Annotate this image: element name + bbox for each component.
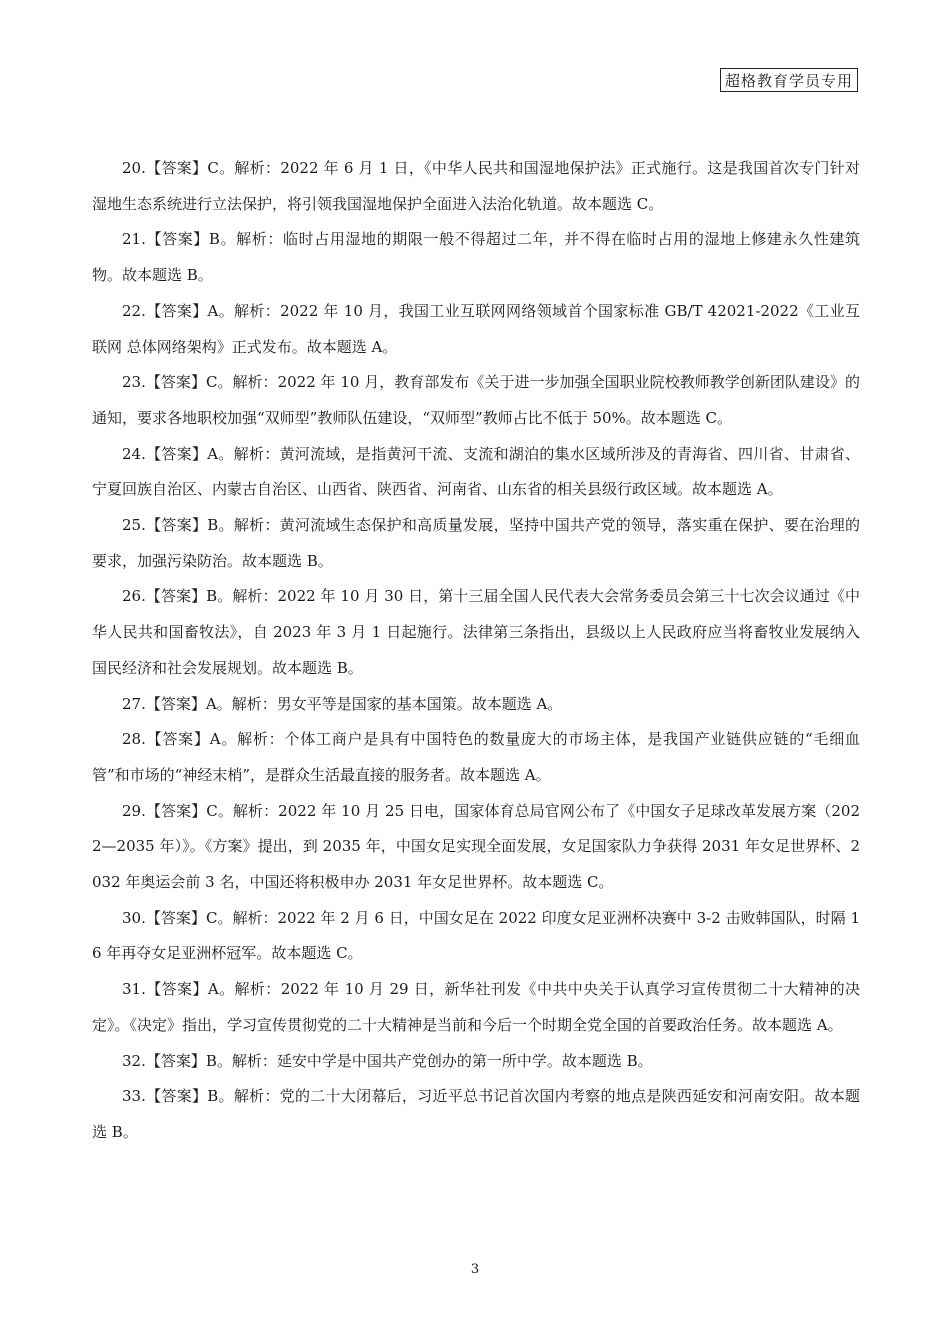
answer-item: 24.【答案】A。解析：黄河流域，是指黄河干流、支流和湖泊的集水区域所涉及的青海省、四川省、甘肃省、宁夏回族自治区、内蒙古自治区、山西省、陕西省、河南省、山东省的相关县级行政区域。故本题选 A。 <box>92 444 860 499</box>
header-tag: 超格教育学员专用 <box>720 68 858 92</box>
answer-item: 25.【答案】B。解析：黄河流域生态保护和高质量发展，坚持中国共产党的领导，落实重在保护、要在治理的要求，加强污染防治。故本题选 B。 <box>92 516 860 570</box>
answer-item: 31.【答案】A。解析：2022 年 10 月 29 日，新华社刊发《中共中央关于认真学习宣传贯彻二十大精神的决定》。《决定》指出，学习宣传贯彻党的二十大精神是当前和今后一个时期全党全国的首要政治任务。故本题选 A。 <box>92 980 860 1034</box>
answer-item: 29.【答案】C。解析：2022 年 10 月 25 日电，国家体育总局官网公布了《中国女子足球改革发展方案（2022—2035 年）》。《方案》提出，到 2035 年，中国女足实现全面发展，女足国家队力争获得 2031 年女足世界杯、2032 年奥运会前 3 名，中国还将积极申办 2031 年女足世界杯。故本题选 C。 <box>92 801 860 892</box>
answer-item: 30.【答案】C。解析：2022 年 2 月 6 日，中国女足在 2022 印度女足亚洲杯决赛中 3-2 击败韩国队，时隔 16 年再夺女足亚洲杯冠军。故本题选 C。 <box>92 908 860 963</box>
answer-item: 21.【答案】B。解析：临时占用湿地的期限一般不得超过二年，并不得在临时占用的湿地上修建永久性建筑物。故本题选 B。 <box>92 230 860 285</box>
answer-item: 22.【答案】A。解析：2022 年 10 月，我国工业互联网网络领域首个国家标准 GB/T 42021-2022《工业互联网 总体网络架构》正式发布。故本题选 A。 <box>92 301 860 356</box>
answer-item: 23.【答案】C。解析：2022 年 10 月，教育部发布《关于进一步加强全国职业院校教师教学创新团队建设》的通知，要求各地职校加强“双师型”教师队伍建设，“双师型”教师占比不低于 50%。故本题选 C。 <box>92 373 860 427</box>
answer-item: 26.【答案】B。解析：2022 年 10 月 30 日，第十三届全国人民代表大会常务委员会第三十七次会议通过《中华人民共和国畜牧法》，自 2023 年 3 月 1 日起施行。法律第三条指出，县级以上人民政府应当将畜牧业发展纳入国民经济和社会发展规划。故本题选 B。 <box>92 587 860 677</box>
answer-item: 27.【答案】A。解析：男女平等是国家的基本国策。故本题选 A。 <box>122 694 563 713</box>
answer-list <box>92 151 860 1151</box>
page-number: 3 <box>470 1262 480 1277</box>
answer-item: 20.【答案】C。解析：2022 年 6 月 1 日，《中华人民共和国湿地保护法》正式施行。这是我国首次专门针对湿地生态系统进行立法保护，将引领我国湿地保护全面进入法治化轨道。故本题选 C。 <box>92 159 860 213</box>
answer-item: 28.【答案】A。解析：个体工商户是具有中国特色的数量庞大的市场主体，是我国产业链供应链的“毛细血管”和市场的“神经末梢”，是群众生活最直接的服务者。故本题选 A。 <box>92 730 860 784</box>
answer-item: 32.【答案】B。解析：延安中学是中国共产党创办的第一所中学。故本题选 B。 <box>122 1051 653 1070</box>
answer-item: 33.【答案】B。解析：党的二十大闭幕后，习近平总书记首次国内考察的地点是陕西延安和河南安阳。故本题选 B。 <box>92 1087 860 1141</box>
